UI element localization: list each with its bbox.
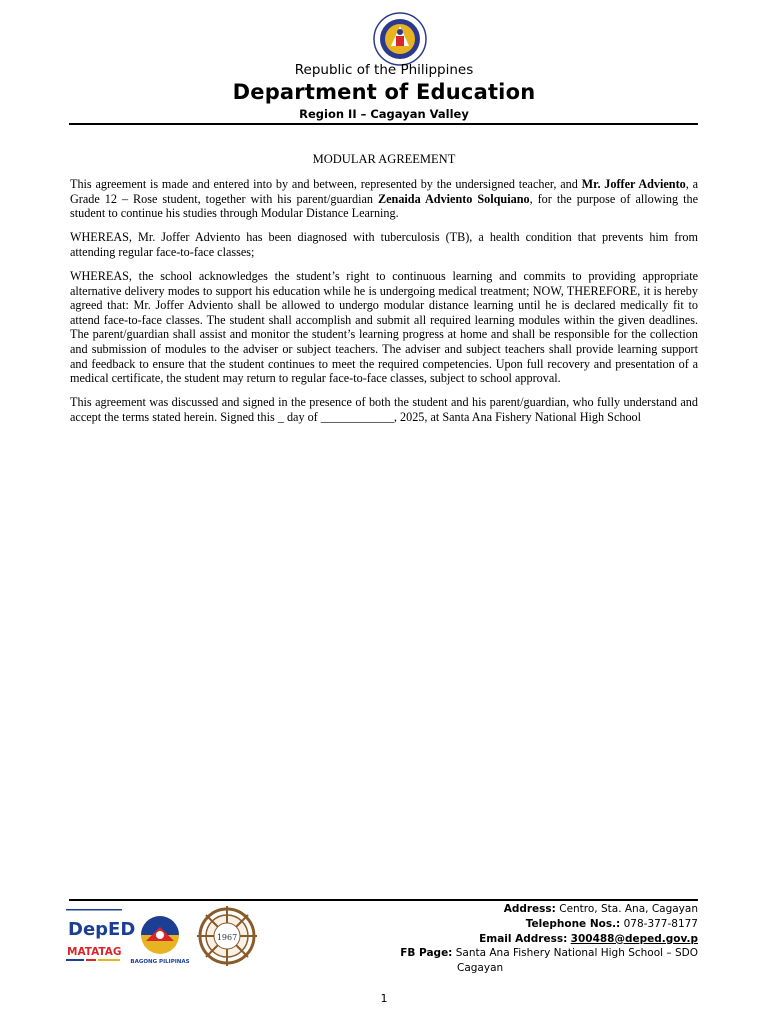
deped-logo-text: DepED [68,919,136,940]
document-body [70,177,698,434]
page-number: 1 [380,992,388,1005]
document-title: MODULAR AGREEMENT [312,152,456,166]
fb-page-line [378,946,698,976]
address-label: Address: [503,903,556,915]
paragraph-whereas-2: WHEREAS, the school acknowledges the student’s right to continuous learning and commits to providing appropriate alternative delivery modes to support his education while he is undergoing medical treatment; NOW, THEREFORE, it is hereby agreed that: Mr. Joffer Adviento shall be allowed to undergo modular distance learning until he is declared medically fit to attend face-to-face classes. The student shall accomplish and submit all required learning modules within the given deadlines. The parent/guardian shall assist and monitor the student’s learning progress at home and shall be responsible for the collection and submission of modules to the adviser or subject teachers. The adviser and subject teachers shall provide learning support and feedback to ensure that the student continues to meet the required competencies. Upon full recovery and presentation of a medical certificate, the student may return to regular face-to-face classes, subject to school approval. [70,268,698,386]
paragraph-signing: This agreement was discussed and signed in the presence of both the student and his parent/guardian, who fully understand and accept the terms stated herein. Signed this _ day of ____________, 2025, at Santa Ana Fishery National High School [70,395,698,424]
paragraph-intro-text-1: This agreement is made and entered into by and between, represented by the undersigned teacher, and [70,177,582,191]
header-republic: Republic of the Philippines [294,62,474,78]
matatag-logo-text: MATATAG [67,946,122,958]
school-seal-icon [197,906,257,966]
deped-seal-icon [365,12,435,66]
deped-matatag-logo-icon [66,909,135,961]
address-line [378,902,698,917]
bagong-pilipinas-logo-icon [130,916,189,965]
telephone-line [378,917,698,932]
header-department: Department of Education [232,80,536,104]
fb-page-value: Santa Ana Fishery National High School – SDO [455,947,698,960]
school-seal-year: 1967 [216,933,238,942]
header-region: Region II – Cagayan Valley [299,107,469,121]
fb-page-value-cont: Cagayan [457,962,504,975]
paragraph-intro [70,177,698,221]
footer-divider [69,899,698,901]
telephone-label: Telephone Nos.: [525,917,621,930]
header-divider [69,123,698,125]
fb-label: FB Page: [400,947,453,960]
paragraph-intro-text-3: , for the purpose of allowing the student to continue his studies through Modular Distance Learning. [70,191,698,221]
paragraph-intro-text-2: , a Grade 12 – Rose student, together with his parent/guardian [70,177,698,206]
student-name: Mr. Joffer Adviento [581,177,686,191]
email-link[interactable]: 300488@deped.gov.p [570,932,698,945]
paragraph-whereas-1: WHEREAS, Mr. Joffer Adviento has been diagnosed with tuberculosis (TB), a health condition that prevents him from attending regular face-to-face classes; [70,230,698,259]
footer-contact [378,902,698,976]
guardian-name: Zenaida Adviento Solquiano [378,191,530,206]
address-value: Centro, Sta. Ana, Cagayan [559,903,698,915]
email-line [378,932,698,947]
bagong-pilipinas-logo-text: BAGONG PILIPINAS [130,959,190,965]
telephone-value: 078-377-8177 [623,917,698,930]
footer-logos [64,905,264,973]
email-label: Email Address: [479,932,568,945]
